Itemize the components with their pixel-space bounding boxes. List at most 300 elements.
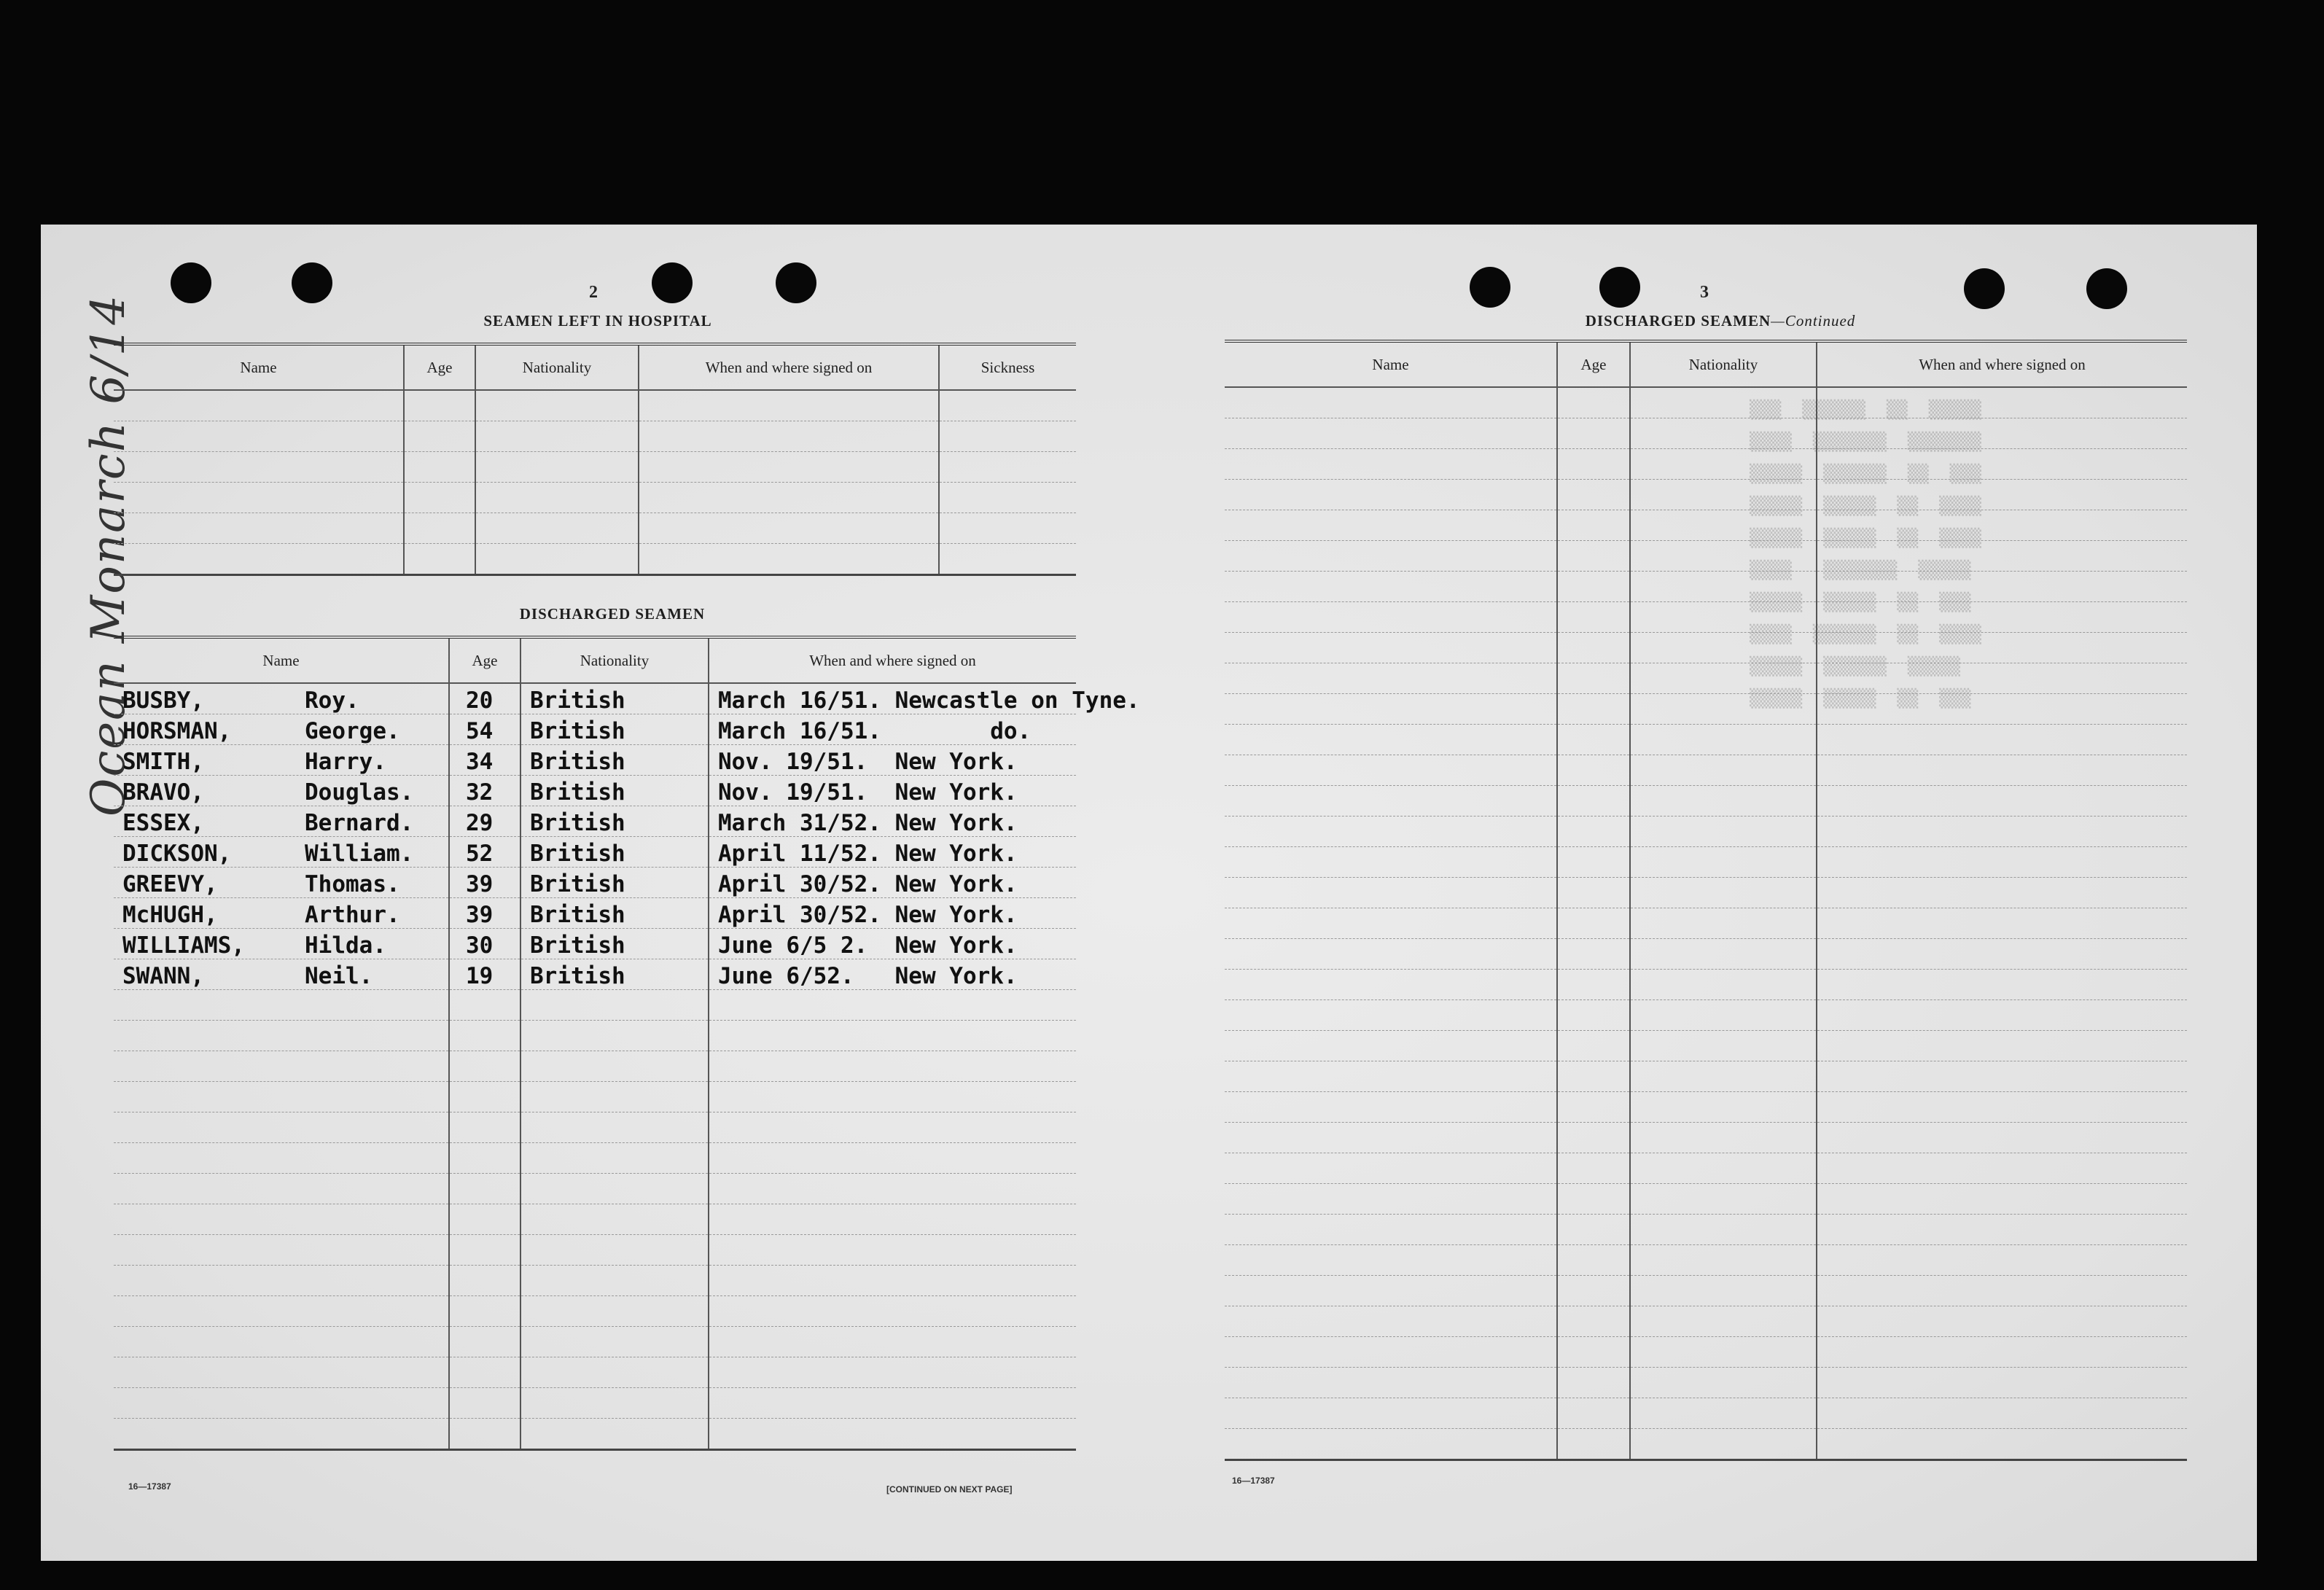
cell-signed-on bbox=[709, 1051, 1076, 1082]
cell-signed-on bbox=[1817, 1153, 2187, 1184]
cell-signed-on: June 6/5 2. New York. bbox=[709, 929, 1076, 959]
hospital-table-header bbox=[114, 344, 1076, 390]
discharged-table bbox=[114, 636, 1140, 1451]
cell-nationality bbox=[520, 1235, 709, 1266]
table-row bbox=[114, 1235, 1076, 1266]
cell-name bbox=[1225, 1368, 1557, 1398]
cell-nationality bbox=[520, 1021, 709, 1051]
discharged-continued-table bbox=[1225, 340, 2187, 1461]
discharged-table-header bbox=[114, 637, 1076, 683]
cell-name bbox=[1225, 449, 1557, 480]
cell-nationality bbox=[1630, 1123, 1817, 1153]
cell-age bbox=[1557, 449, 1630, 480]
cell-signed-on bbox=[1817, 908, 2187, 939]
cell-age bbox=[1557, 1031, 1630, 1061]
cell-signed-on bbox=[1817, 418, 2187, 449]
table-row bbox=[114, 1082, 1076, 1112]
cell-name bbox=[114, 1266, 449, 1296]
given-name: William. bbox=[305, 841, 414, 867]
cell-age bbox=[1557, 1184, 1630, 1215]
cell-signed-on bbox=[709, 1174, 1076, 1204]
table-row bbox=[114, 1327, 1076, 1357]
discharged-continued-header bbox=[1225, 341, 2187, 387]
cell-age: 19 bbox=[449, 959, 520, 990]
cell-name bbox=[114, 714, 449, 745]
table-row bbox=[1225, 694, 2187, 725]
given-name: Arthur. bbox=[305, 902, 400, 928]
table-row bbox=[1225, 418, 2187, 449]
table-row bbox=[1225, 1245, 2187, 1276]
cell-name bbox=[114, 1174, 449, 1204]
cell-signed-on: April 30/52. New York. bbox=[709, 898, 1076, 929]
table-row bbox=[1225, 510, 2187, 541]
cell-signed-on bbox=[1817, 1368, 2187, 1398]
cell-nationality bbox=[1630, 1368, 1817, 1398]
cell-nationality bbox=[520, 1357, 709, 1388]
cell-age bbox=[1557, 939, 1630, 970]
column-header-age: Age bbox=[1557, 341, 1630, 387]
cell-nationality bbox=[1630, 602, 1817, 633]
table-row bbox=[114, 898, 1076, 929]
table-row bbox=[1225, 786, 2187, 817]
cell-name bbox=[1225, 1123, 1557, 1153]
hospital-section-title: SEAMEN LEFT IN HOSPITAL bbox=[483, 312, 712, 330]
cell-age: 52 bbox=[449, 837, 520, 868]
cell-age bbox=[1557, 847, 1630, 878]
table-row bbox=[1225, 1215, 2187, 1245]
cell-age bbox=[449, 1388, 520, 1419]
cell-age bbox=[1557, 1153, 1630, 1184]
cell-signed-on bbox=[1817, 725, 2187, 755]
surname: DICKSON, bbox=[122, 841, 232, 867]
given-name: George. bbox=[305, 718, 400, 744]
cell-name bbox=[1225, 1337, 1557, 1368]
cell-name bbox=[114, 1051, 449, 1082]
table-row bbox=[1225, 1184, 2187, 1215]
cell-nationality: British bbox=[520, 776, 709, 806]
cell-age: 39 bbox=[449, 898, 520, 929]
column-header-nationality: Nationality bbox=[475, 344, 639, 390]
cell-age bbox=[449, 1051, 520, 1082]
cell-signed-on bbox=[1817, 1000, 2187, 1031]
table-row bbox=[1225, 387, 2187, 418]
cell-nationality bbox=[1630, 1429, 1817, 1460]
column-header-signed-on: When and where signed on bbox=[709, 637, 1076, 683]
cell-nationality bbox=[520, 1419, 709, 1450]
table-row bbox=[1225, 817, 2187, 847]
cell-age bbox=[1557, 1123, 1630, 1153]
cell-signed-on bbox=[1817, 572, 2187, 602]
surname: BRAVO, bbox=[122, 779, 204, 806]
cell-name bbox=[1225, 694, 1557, 725]
cell-name bbox=[1225, 1061, 1557, 1092]
cell-age bbox=[1557, 1337, 1630, 1368]
cell-name bbox=[114, 1021, 449, 1051]
cell-signed-on bbox=[1817, 1215, 2187, 1245]
cell-nationality bbox=[1630, 572, 1817, 602]
table-row bbox=[114, 1266, 1076, 1296]
column-header-signed-on: When and where signed on bbox=[1817, 341, 2187, 387]
column-header-nationality: Nationality bbox=[520, 637, 709, 683]
cell-nationality bbox=[1630, 1031, 1817, 1061]
cell-name bbox=[114, 837, 449, 868]
cell-nationality bbox=[1630, 847, 1817, 878]
cell-signed-on bbox=[1817, 480, 2187, 510]
cell-signed-on bbox=[1817, 817, 2187, 847]
cell-age: 32 bbox=[449, 776, 520, 806]
cell-nationality bbox=[1630, 908, 1817, 939]
table-row bbox=[1225, 878, 2187, 908]
table-row bbox=[1225, 663, 2187, 694]
cell-signed-on: Nov. 19/51. New York. bbox=[709, 745, 1076, 776]
cell-age bbox=[449, 1082, 520, 1112]
right-page-number: 3 bbox=[1700, 283, 1709, 302]
cell-signed-on bbox=[709, 1266, 1076, 1296]
cell-age bbox=[449, 1112, 520, 1143]
cell-age: 29 bbox=[449, 806, 520, 837]
cell-nationality bbox=[520, 1327, 709, 1357]
cell-nationality bbox=[520, 1174, 709, 1204]
cell-name bbox=[114, 776, 449, 806]
cell-signed-on bbox=[709, 1388, 1076, 1419]
table-row bbox=[114, 513, 1076, 544]
table-row bbox=[114, 929, 1076, 959]
bleed-through: ▒▒▒ ▒▒▒▒▒▒ ▒▒ ▒▒▒▒▒ ▒▒▒▒ ▒▒▒▒▒▒▒ ▒▒▒▒▒▒▒ ▒▒▒▒▒ ▒▒▒▒▒▒ ▒▒ ▒▒▒ ▒▒▒▒▒ ▒▒▒▒▒ ▒▒ ▒▒▒▒ ▒▒▒▒▒ ▒▒▒▒▒ ▒▒ ▒▒▒▒ ▒▒▒▒ ▒▒▒▒▒▒▒ ▒▒▒▒▒ ▒▒▒▒▒ ▒▒▒▒▒ ▒▒ ▒▒▒ ▒▒▒▒ ▒▒▒▒▒▒ ▒▒ ▒▒▒▒ ▒▒▒▒▒ ▒▒▒▒▒▒ ▒▒▒▒▒ ▒▒▒▒▒ ▒▒▒▒▒ ▒▒ ▒▒▒ bbox=[1750, 400, 1981, 709]
cell-name bbox=[114, 1327, 449, 1357]
cell-signed-on bbox=[1817, 633, 2187, 663]
cell-signed-on bbox=[709, 1082, 1076, 1112]
cell-signed-on: April 11/52. New York. bbox=[709, 837, 1076, 868]
cell-age bbox=[1557, 1092, 1630, 1123]
cell-name bbox=[1225, 908, 1557, 939]
cell-signed-on bbox=[709, 1235, 1076, 1266]
cell-age bbox=[1557, 878, 1630, 908]
given-name: Bernard. bbox=[305, 810, 414, 836]
cell-name bbox=[114, 990, 449, 1021]
surname: ESSEX, bbox=[122, 810, 204, 836]
cell-age bbox=[449, 1021, 520, 1051]
cell-age bbox=[449, 1419, 520, 1450]
cell-nationality bbox=[1630, 1276, 1817, 1306]
cell-nationality bbox=[1630, 1398, 1817, 1429]
cell-signed-on bbox=[1817, 1184, 2187, 1215]
cell-age bbox=[1557, 1368, 1630, 1398]
cell-name bbox=[1225, 755, 1557, 786]
given-name: Neil. bbox=[305, 963, 373, 989]
table-row bbox=[114, 483, 1076, 513]
cell-name bbox=[114, 1112, 449, 1143]
column-header-age: Age bbox=[404, 344, 475, 390]
cell-age: 30 bbox=[449, 929, 520, 959]
cell-signed-on bbox=[1817, 1123, 2187, 1153]
column-header-name: Name bbox=[1225, 341, 1557, 387]
table-row bbox=[114, 544, 1076, 575]
cell-signed-on bbox=[1817, 847, 2187, 878]
table-row bbox=[114, 1143, 1076, 1174]
cell-signed-on bbox=[709, 1357, 1076, 1388]
cell-name bbox=[1225, 418, 1557, 449]
table-row bbox=[114, 990, 1076, 1021]
cell-age bbox=[1557, 694, 1630, 725]
cell-signed-on bbox=[1817, 1061, 2187, 1092]
cell-name bbox=[1225, 572, 1557, 602]
table-row bbox=[1225, 449, 2187, 480]
surname: HORSMAN, bbox=[122, 718, 232, 744]
cell-name bbox=[1225, 602, 1557, 633]
table-row bbox=[1225, 1429, 2187, 1460]
cell-name bbox=[1225, 1000, 1557, 1031]
cell-signed-on: April 30/52. New York. bbox=[709, 868, 1076, 898]
cell-signed-on bbox=[1817, 694, 2187, 725]
cell-nationality bbox=[1630, 418, 1817, 449]
cell-signed-on bbox=[709, 990, 1076, 1021]
cell-name bbox=[114, 806, 449, 837]
cell-age bbox=[1557, 1215, 1630, 1245]
cell-signed-on bbox=[1817, 939, 2187, 970]
cell-name bbox=[1225, 480, 1557, 510]
cell-signed-on bbox=[1817, 449, 2187, 480]
cell-name bbox=[1225, 939, 1557, 970]
cell-nationality bbox=[1630, 541, 1817, 572]
table-row bbox=[1225, 725, 2187, 755]
cell-nationality bbox=[1630, 1184, 1817, 1215]
cell-signed-on: March 16/51. do. bbox=[709, 714, 1076, 745]
punch-hole bbox=[292, 262, 332, 303]
cell-nationality bbox=[1630, 1306, 1817, 1337]
cell-signed-on bbox=[709, 1143, 1076, 1174]
cell-age bbox=[1557, 633, 1630, 663]
right-form-number: 16—17387 bbox=[1232, 1476, 1275, 1486]
table-row bbox=[114, 1204, 1076, 1235]
cell-name bbox=[1225, 847, 1557, 878]
cell-name bbox=[114, 1357, 449, 1388]
cell-name bbox=[1225, 725, 1557, 755]
cell-age: 34 bbox=[449, 745, 520, 776]
table-row bbox=[114, 1174, 1076, 1204]
table-row bbox=[114, 776, 1076, 806]
table-row bbox=[1225, 1061, 2187, 1092]
cell-nationality bbox=[1630, 1215, 1817, 1245]
cell-nationality bbox=[520, 1296, 709, 1327]
punch-hole bbox=[2086, 268, 2127, 309]
table-row bbox=[114, 959, 1076, 990]
cell-nationality bbox=[1630, 786, 1817, 817]
cell-age bbox=[449, 1327, 520, 1357]
cell-age bbox=[1557, 725, 1630, 755]
surname: WILLIAMS, bbox=[122, 932, 245, 959]
discharged-section-title: DISCHARGED SEAMEN bbox=[519, 605, 706, 623]
table-row bbox=[1225, 541, 2187, 572]
table-row bbox=[1225, 1337, 2187, 1368]
cell-signed-on bbox=[709, 1112, 1076, 1143]
cell-nationality bbox=[1630, 878, 1817, 908]
table-row bbox=[1225, 1000, 2187, 1031]
given-name: Roy. bbox=[305, 687, 359, 714]
punch-hole bbox=[1470, 267, 1510, 308]
cell-age bbox=[1557, 1000, 1630, 1031]
cell-age bbox=[1557, 480, 1630, 510]
cell-age bbox=[449, 1235, 520, 1266]
column-header-name: Name bbox=[114, 637, 449, 683]
cell-nationality bbox=[520, 1266, 709, 1296]
cell-name bbox=[114, 1235, 449, 1266]
punch-hole bbox=[776, 262, 816, 303]
cell-signed-on bbox=[1817, 970, 2187, 1000]
cell-signed-on bbox=[1817, 786, 2187, 817]
table-row bbox=[1225, 480, 2187, 510]
cell-name bbox=[114, 683, 449, 714]
cell-age bbox=[1557, 572, 1630, 602]
surname: BUSBY, bbox=[122, 687, 204, 714]
cell-nationality bbox=[1630, 725, 1817, 755]
table-row bbox=[1225, 1153, 2187, 1184]
cell-nationality bbox=[1630, 1337, 1817, 1368]
cell-nationality bbox=[1630, 970, 1817, 1000]
cell-name bbox=[114, 929, 449, 959]
cell-nationality bbox=[1630, 510, 1817, 541]
cell-nationality: British bbox=[520, 868, 709, 898]
cell-name bbox=[114, 1204, 449, 1235]
cell-signed-on bbox=[1817, 602, 2187, 633]
cell-name bbox=[1225, 1184, 1557, 1215]
cell-nationality: British bbox=[520, 714, 709, 745]
cell-nationality bbox=[1630, 449, 1817, 480]
cell-name bbox=[1225, 1092, 1557, 1123]
cell-name bbox=[1225, 1245, 1557, 1276]
punch-hole bbox=[171, 262, 211, 303]
cell-nationality bbox=[1630, 939, 1817, 970]
cell-age bbox=[1557, 663, 1630, 694]
table-row bbox=[1225, 1031, 2187, 1061]
cell-nationality bbox=[1630, 1245, 1817, 1276]
table-row bbox=[1225, 1092, 2187, 1123]
punch-hole bbox=[1964, 268, 2005, 309]
cell-signed-on bbox=[1817, 1276, 2187, 1306]
cell-age bbox=[1557, 1061, 1630, 1092]
table-row bbox=[114, 1357, 1076, 1388]
cell-age: 20 bbox=[449, 683, 520, 714]
cell-name bbox=[1225, 1153, 1557, 1184]
cell-name bbox=[1225, 387, 1557, 418]
cell-name bbox=[1225, 786, 1557, 817]
cell-signed-on bbox=[709, 1204, 1076, 1235]
cell-signed-on bbox=[709, 1021, 1076, 1051]
table-row bbox=[1225, 939, 2187, 970]
cell-age bbox=[449, 1266, 520, 1296]
table-row bbox=[1225, 847, 2187, 878]
right-section-title-main: DISCHARGED SEAMEN bbox=[1585, 312, 1771, 330]
cell-signed-on bbox=[1817, 1306, 2187, 1337]
cell-age bbox=[1557, 786, 1630, 817]
cell-nationality bbox=[520, 1051, 709, 1082]
column-header-sickness: Sickness bbox=[939, 344, 1076, 390]
punch-hole bbox=[652, 262, 693, 303]
table-row bbox=[114, 1296, 1076, 1327]
cell-nationality bbox=[520, 1112, 709, 1143]
cell-age bbox=[449, 1357, 520, 1388]
cell-signed-on: March 16/51. Newcastle on Tyne. bbox=[709, 683, 1076, 714]
table-row bbox=[114, 390, 1076, 421]
cell-name bbox=[1225, 1215, 1557, 1245]
table-row bbox=[114, 683, 1076, 714]
left-form-number: 16—17387 bbox=[128, 1481, 171, 1492]
cell-age bbox=[1557, 817, 1630, 847]
cell-nationality: British bbox=[520, 898, 709, 929]
hospital-table bbox=[114, 343, 1076, 576]
cell-name bbox=[1225, 510, 1557, 541]
cell-name bbox=[114, 868, 449, 898]
cell-name bbox=[1225, 1276, 1557, 1306]
given-name: Harry. bbox=[305, 749, 386, 775]
cell-nationality: British bbox=[520, 745, 709, 776]
cell-signed-on bbox=[1817, 1031, 2187, 1061]
cell-age bbox=[1557, 1429, 1630, 1460]
cell-signed-on bbox=[1817, 755, 2187, 786]
column-header-name: Name bbox=[114, 344, 404, 390]
cell-nationality bbox=[1630, 755, 1817, 786]
table-row bbox=[114, 837, 1076, 868]
cell-signed-on: June 6/52. New York. bbox=[709, 959, 1076, 990]
table-row bbox=[114, 806, 1076, 837]
cell-nationality bbox=[520, 1388, 709, 1419]
cell-age bbox=[449, 1204, 520, 1235]
cell-name bbox=[1225, 1398, 1557, 1429]
cell-age bbox=[1557, 755, 1630, 786]
table-row bbox=[1225, 908, 2187, 939]
cell-age bbox=[449, 1174, 520, 1204]
cell-nationality: British bbox=[520, 683, 709, 714]
table-row bbox=[114, 1051, 1076, 1082]
table-row bbox=[114, 868, 1076, 898]
cell-signed-on bbox=[1817, 541, 2187, 572]
table-row bbox=[1225, 1398, 2187, 1429]
cell-nationality bbox=[1630, 1092, 1817, 1123]
cell-signed-on bbox=[1817, 1337, 2187, 1368]
column-header-age: Age bbox=[449, 637, 520, 683]
cell-name bbox=[114, 1296, 449, 1327]
column-header-nationality: Nationality bbox=[1630, 341, 1817, 387]
given-name: Thomas. bbox=[305, 871, 400, 897]
cell-nationality bbox=[520, 990, 709, 1021]
given-name: Hilda. bbox=[305, 932, 386, 959]
cell-age bbox=[1557, 602, 1630, 633]
cell-signed-on bbox=[1817, 1245, 2187, 1276]
cell-age bbox=[1557, 387, 1630, 418]
cell-signed-on bbox=[1817, 1429, 2187, 1460]
table-row bbox=[1225, 633, 2187, 663]
cell-name bbox=[114, 745, 449, 776]
cell-name bbox=[114, 898, 449, 929]
cell-nationality: British bbox=[520, 806, 709, 837]
table-row bbox=[1225, 1368, 2187, 1398]
cell-name bbox=[1225, 1429, 1557, 1460]
cell-nationality bbox=[520, 1082, 709, 1112]
table-row bbox=[114, 1112, 1076, 1143]
cell-nationality bbox=[1630, 387, 1817, 418]
cell-nationality bbox=[1630, 480, 1817, 510]
cell-signed-on bbox=[1817, 387, 2187, 418]
cell-signed-on bbox=[1817, 1398, 2187, 1429]
table-row bbox=[114, 745, 1076, 776]
cell-age: 39 bbox=[449, 868, 520, 898]
cell-name bbox=[1225, 878, 1557, 908]
cell-age bbox=[1557, 970, 1630, 1000]
cell-age bbox=[1557, 1306, 1630, 1337]
cell-signed-on bbox=[709, 1296, 1076, 1327]
cell-signed-on: March 31/52. New York. bbox=[709, 806, 1076, 837]
cell-nationality bbox=[1630, 817, 1817, 847]
table-row bbox=[114, 1419, 1076, 1450]
